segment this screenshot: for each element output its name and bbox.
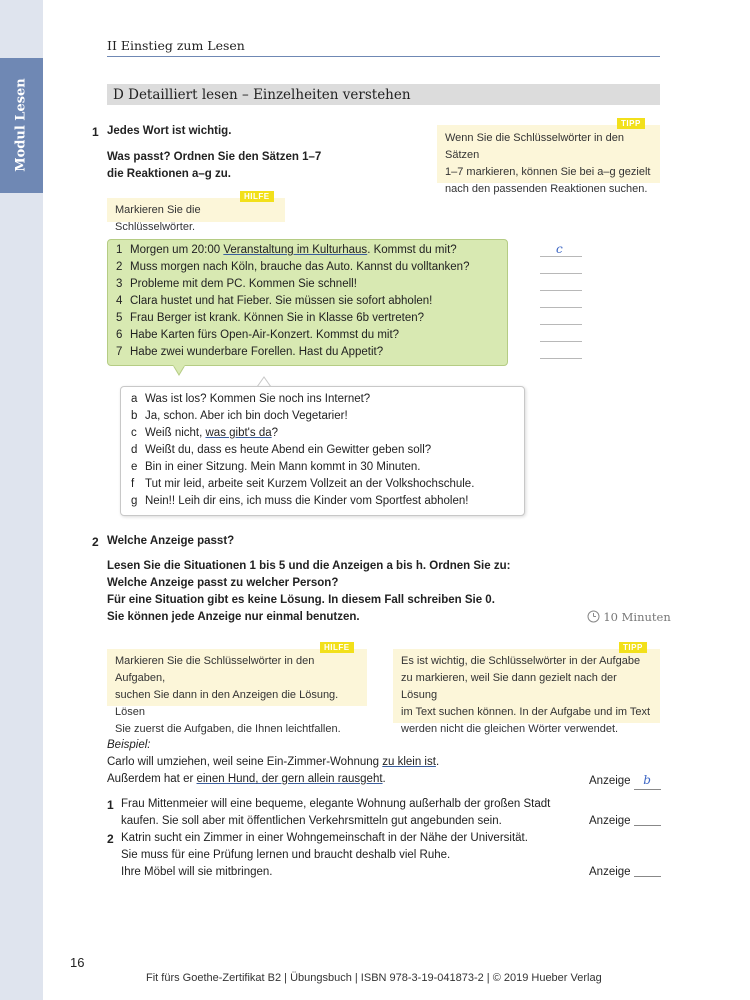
item-2-line: Sie muss für eine Prüfung lernen und braucht deshalb viel Ruhe.: [121, 849, 451, 861]
tipp-line: Es ist wichtig, die Schlüsselwörter in der Aufgabe: [401, 655, 641, 667]
tipp-tag: TIPP: [617, 118, 645, 129]
tipp-tag: TIPP: [619, 642, 647, 653]
tipp-line: nach den passenden Reaktionen suchen.: [445, 183, 648, 195]
tipp-line: werden nicht die gleichen Wörter verwendet.: [401, 723, 619, 735]
sentence-item: 7 Habe zwei wunderbare Forellen. Hast du Appetit?: [116, 346, 384, 358]
item-1-number: 1: [107, 798, 114, 812]
sentence-item: 6 Habe Karten fürs Open-Air-Konzert. Kommst du mit?: [116, 329, 400, 341]
item-2-line: Ihre Möbel will sie mitbringen.: [121, 866, 273, 878]
response-item: f Tut mir leid, arbeite seit Kurzem Vollzeit an der Volkshochschule.: [131, 478, 475, 490]
sentence-item: 2 Muss morgen nach Köln, brauche das Auto. Kannst du volltanken?: [116, 261, 470, 273]
answer-line[interactable]: [540, 290, 582, 291]
example-answer[interactable]: b: [643, 773, 651, 787]
sidebar-module-label: Modul Lesen: [13, 78, 29, 172]
hilfe-text: Markieren Sie die Schlüsselwörter.: [115, 204, 201, 233]
tipp-box-2: [393, 649, 660, 735]
exercise-2-task: Lesen Sie die Situationen 1 bis 5 und die Anzeigen a bis h. Ordnen Sie zu:: [107, 560, 511, 572]
response-item: d Weißt du, dass es heute Abend ein Gewitter geben soll?: [131, 444, 432, 456]
exercise-1-instruction: die Reaktionen a–g zu.: [107, 168, 231, 180]
time-text: 10 Minuten: [603, 610, 671, 624]
sidebar: [0, 0, 43, 1000]
section-title: D Detailliert lesen – Einzelheiten verstehen: [113, 87, 411, 103]
response-item: e Bin in einer Sitzung. Mein Mann kommt in 30 Minuten.: [131, 461, 421, 473]
exercise-1-title: Jedes Wort ist wichtig.: [107, 125, 232, 137]
example-line: Außerdem hat er einen Hund, der gern allein rausgeht.: [107, 773, 386, 785]
tipp-line: zu markieren, weil Sie dann gezielt nach der Lösung: [401, 672, 617, 701]
exercise-2-task: Welche Anzeige passt zu welcher Person?: [107, 577, 339, 589]
sentence-item: 3 Probleme mit dem PC. Kommen Sie schnell!: [116, 278, 357, 290]
section-bar: [107, 84, 660, 105]
answer-line[interactable]: [540, 273, 582, 274]
hilfe-line: Sie zuerst die Aufgaben, die Ihnen leichtfallen.: [115, 723, 341, 735]
answer-line[interactable]: [540, 358, 582, 359]
exercise-2-number: 2: [92, 535, 99, 549]
tipp-box-1: [437, 125, 660, 195]
hilfe-line: suchen Sie dann in den Anzeigen die Lösung. Lösen: [115, 689, 339, 718]
response-item: c Weiß nicht, was gibt's da?: [131, 427, 279, 439]
page-number: 16: [70, 955, 85, 970]
bubble-pointer-icon: [170, 365, 190, 379]
sentences-box: [107, 239, 508, 366]
hilfe-tag: HILFE: [320, 642, 354, 653]
tipp-line: Wenn Sie die Schlüsselwörter in den Sätzen: [445, 132, 624, 161]
response-item: b Ja, schon. Aber ich bin doch Vegetarier!: [131, 410, 348, 422]
answer-line[interactable]: [540, 256, 582, 257]
item-2-number: 2: [107, 832, 114, 846]
anzeige-2[interactable]: Anzeige: [589, 866, 661, 878]
tipp-line: im Text suchen können. In der Aufgabe und im Text: [401, 706, 651, 718]
anzeige-example: Anzeige b: [589, 773, 661, 788]
footer-text: Fit fürs Goethe-Zertifikat B2 | Übungsbuch | ISBN 978-3-19-041873-2 | © 2019 Hueber Verlag: [146, 972, 602, 984]
header-rule: [107, 56, 660, 57]
tipp-line: 1–7 markieren, können Sie bei a–g gezielt: [445, 166, 651, 178]
chapter-header: II Einstieg zum Lesen: [107, 38, 245, 53]
response-item: g Nein!! Leih dir eins, ich muss die Kinder vom Sportfest abholen!: [131, 495, 469, 507]
exercise-2-task: Sie können jede Anzeige nur einmal benutzen.: [107, 611, 360, 623]
exercise-2-title: Welche Anzeige passt?: [107, 535, 235, 547]
time-indicator: [587, 610, 671, 624]
answer-line[interactable]: [540, 341, 582, 342]
sentence-item: 4 Clara hustet und hat Fieber. Sie müssen sie sofort abholen!: [116, 295, 433, 307]
exercise-2-task: Für eine Situation gibt es keine Lösung. In diesem Fall schreiben Sie 0.: [107, 594, 495, 606]
example-line: Carlo will umziehen, weil seine Ein-Zimmer-Wohnung zu klein ist.: [107, 756, 440, 768]
item-1-line: Frau Mittenmeier will eine bequeme, elegante Wohnung außerhalb der großen Stadt: [121, 798, 551, 810]
answer-1[interactable]: c: [556, 242, 563, 256]
answer-line[interactable]: [540, 324, 582, 325]
item-1-line: kaufen. Sie soll aber mit öffentlichen Verkehrsmitteln gut angebunden sein.: [121, 815, 502, 827]
answer-line[interactable]: [540, 307, 582, 308]
anzeige-1[interactable]: Anzeige: [589, 815, 661, 827]
example-label: Beispiel:: [107, 739, 151, 751]
response-item: a Was ist los? Kommen Sie noch ins Internet?: [131, 393, 371, 405]
hilfe-tag: HILFE: [240, 191, 274, 202]
hilfe-box-2: [107, 649, 367, 735]
exercise-1-instruction: Was passt? Ordnen Sie den Sätzen 1–7: [107, 151, 322, 163]
clock-icon: [587, 610, 600, 623]
sentence-item: 5 Frau Berger ist krank. Können Sie in Klasse 6b vertreten?: [116, 312, 425, 324]
exercise-1-number: 1: [92, 125, 99, 139]
hilfe-line: Markieren Sie die Schlüsselwörter in den Aufgaben,: [115, 655, 315, 684]
sentence-item: 1 Morgen um 20:00 Veranstaltung im Kulturhaus. Kommst du mit?: [116, 244, 457, 256]
responses-box: [120, 386, 525, 516]
item-2-line: Katrin sucht ein Zimmer in einer Wohngemeinschaft in der Nähe der Universität.: [121, 832, 528, 844]
